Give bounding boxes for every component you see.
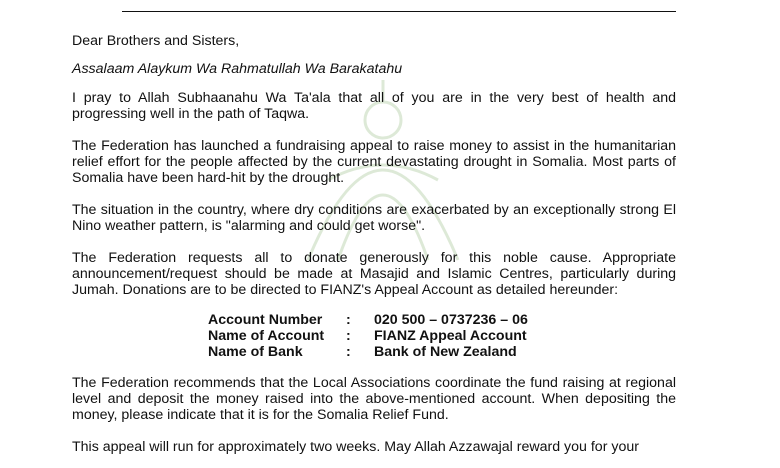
paragraph-coordination: The Federation recommends that the Local Associations coordinate the fund raising at regional level and deposit the money raised into the above-mentioned account. When depositing the money, please indicate that it is for the Somalia Relief Fund. [72,375,676,423]
account-name-value: FIANZ Appeal Account [374,328,527,344]
islamic-greeting: Assalaam Alaykum Wa Rahmatullah Wa Barakatahu [72,61,403,77]
bank-name-value: Bank of New Zealand [374,344,517,360]
account-number-value: 020 500 – 0737236 – 06 [374,312,528,328]
bank-name-label: Name of Bank [208,344,303,360]
account-name-row [208,328,528,344]
account-number-label: Account Number [208,312,323,328]
account-number-row [208,312,528,328]
account-details-table [208,312,528,360]
paragraph-situation: The situation in the country, where dry conditions are exacerbated by an exceptionally strong El Nino weather pattern, is "alarming and could get worse". [72,202,676,234]
paragraph-donation-request: The Federation requests all to donate generously for this noble cause. Appropriate announcement/request should be made at Masajid and Islamic Centres, particularly during Jumah. Donations are to be directed to FIANZ's Appeal Account as detailed hereunder: [72,250,676,298]
separator: : [346,328,351,344]
separator: : [346,344,351,360]
paragraph-prayer: I pray to Allah Subhaanahu Wa Ta'ala that all of you are in the very best of health and progressing well in the path of Taqwa. [72,90,676,122]
separator: : [346,312,351,328]
paragraph-appeal-launch: The Federation has launched a fundraising appeal to raise money to assist in the humanitarian relief effort for the people affected by the current devastating drought in Somalia. Most parts of Somalia have been hard-hit by the drought. [72,138,676,186]
letter-body [72,33,676,455]
bank-name-row [208,344,528,360]
account-name-label: Name of Account [208,328,325,344]
paragraph-closing: This appeal will run for approximately two weeks. May Allah Azzawajal reward you for your [72,439,639,455]
salutation: Dear Brothers and Sisters, [72,33,240,49]
letterhead-rule [122,11,676,12]
